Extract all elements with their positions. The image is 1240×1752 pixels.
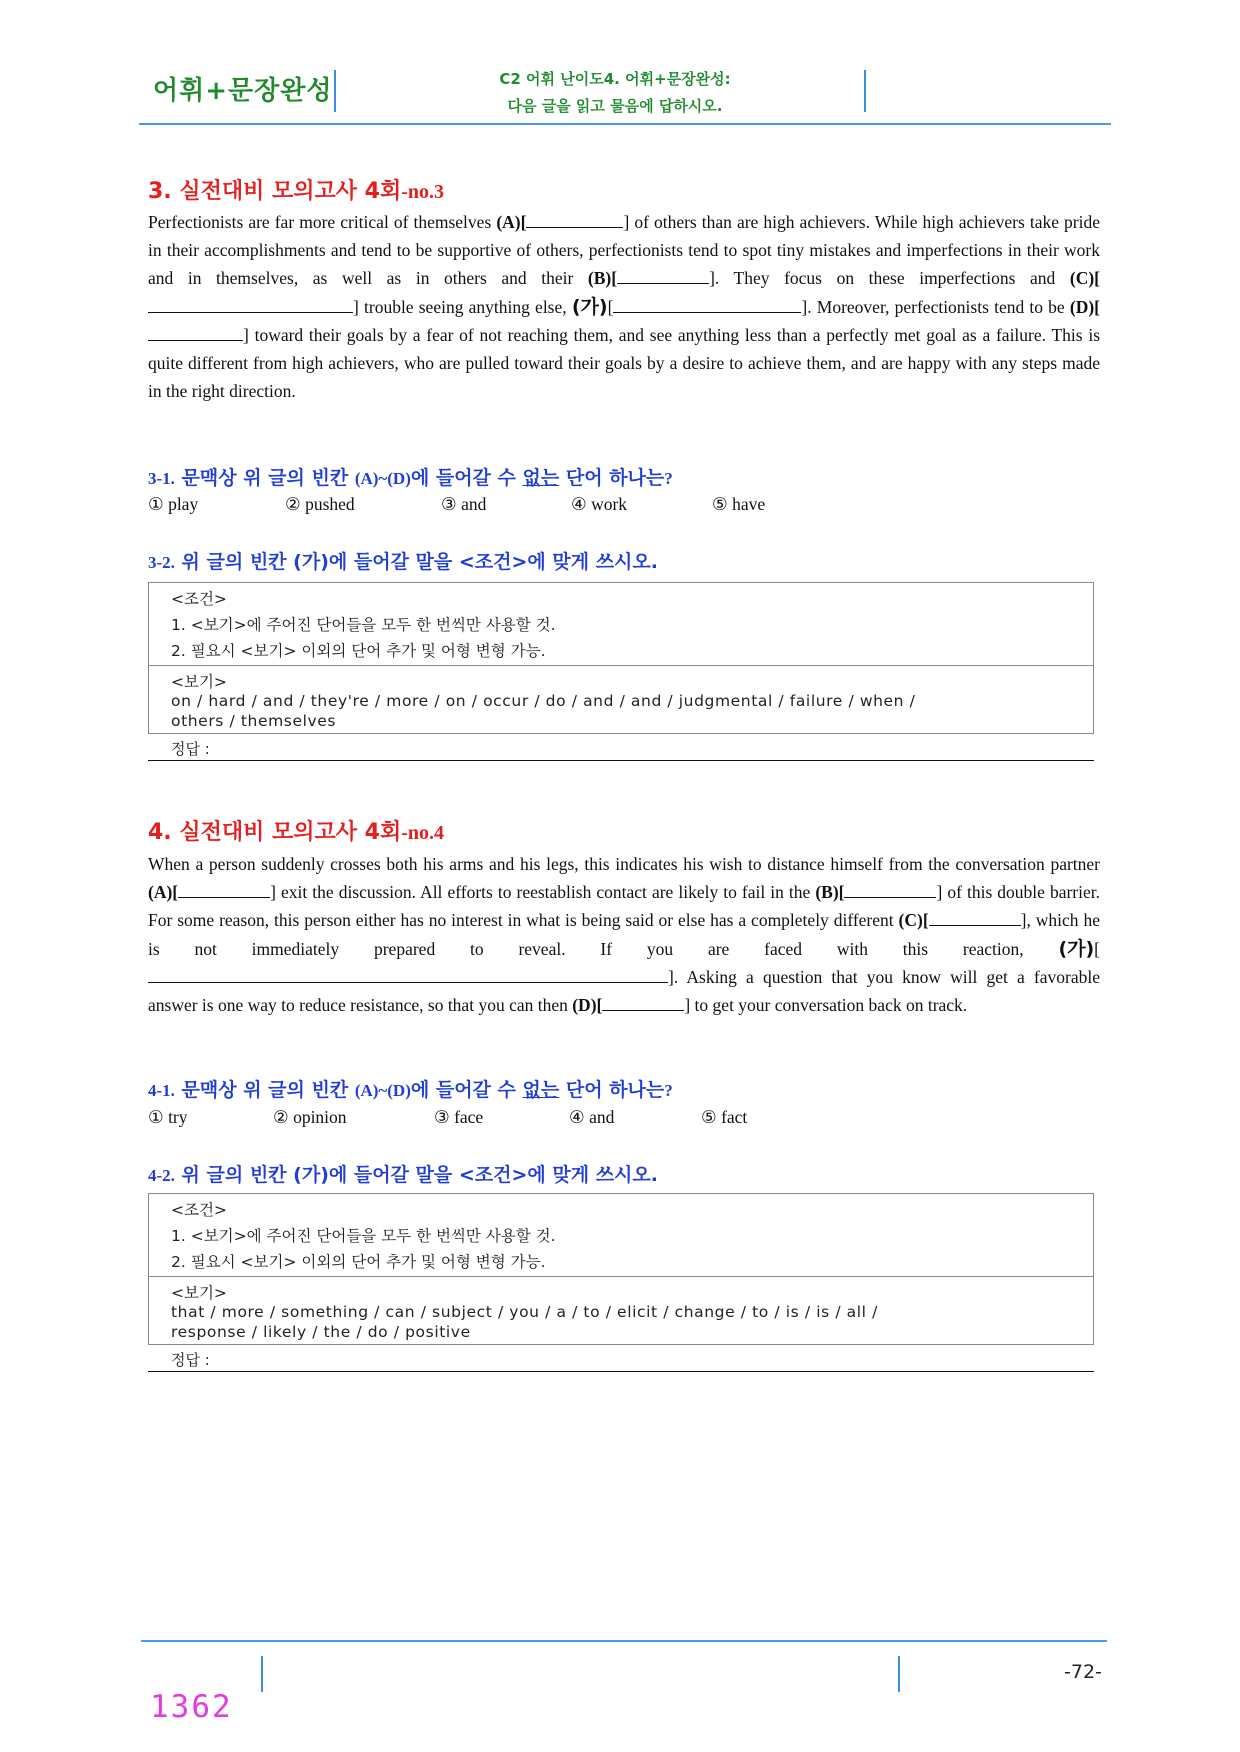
- blank-a-label: (A)[: [148, 882, 179, 903]
- question-4-2-title: 4-2. 위 글의 빈칸 (가)에 들어갈 말을 <조건>에 맞게 쓰시오.: [148, 1164, 658, 1186]
- condition-1: 1. <보기>에 주어진 단어들을 모두 한 번씩만 사용할 것.: [171, 616, 556, 634]
- choice-2[interactable]: ② opinion: [273, 1107, 347, 1127]
- question-4-1-choices: [148, 1107, 1048, 1131]
- section3-title: 3. 실전대비 모의고사 4회-no.3: [148, 179, 445, 204]
- answer-line-4[interactable]: [148, 1371, 1094, 1372]
- footer-divider-right: [898, 1656, 900, 1692]
- bogi-line1: on / hard / and / they're / more / on / occur / do / and / and / judgmental / failure / when /: [171, 692, 916, 710]
- answer-label-3: 정답 :: [171, 740, 210, 758]
- blank-d-label: (D)[: [572, 995, 603, 1016]
- choice-4[interactable]: ④ work: [571, 494, 628, 514]
- bogi-line1: that / more / something / can / subject / you / a / to / elicit / change / to / is / is / all /: [171, 1303, 878, 1321]
- answer-line-3[interactable]: [148, 760, 1094, 761]
- question-3-1-title: 3-1. 문맥상 위 글의 빈칸 (A)~(D)에 들어갈 수 없는 단어 하나는?: [148, 467, 673, 489]
- blank-c-label: (C)[: [1069, 268, 1100, 289]
- blank-b-label: (B)[: [587, 268, 618, 289]
- choice-1[interactable]: ① play: [148, 494, 199, 514]
- choice-5[interactable]: ⑤ fact: [701, 1107, 748, 1127]
- section4-title: 4. 실전대비 모의고사 4회-no.4: [148, 820, 445, 845]
- choice-1[interactable]: ① try: [148, 1107, 188, 1127]
- section4-passage: When a person suddenly crosses both his arms and his legs, this indicates his wish to distance himself from the conversation partner (A)[ ] exit the discussion. All efforts to reestablish contact are likely to fail in the (B)[ ] of this double barrier. For some reason, this person either has no interest in what is being said or else has a completely different (C)[ ], which he is not immediately prepared to reveal. If you are faced with this reaction, (가)[]. Asking a question that you know will get a favorable answer is one way to reduce resistance, so that you can then (D)[ ] to get your conversation back on track.: [148, 854, 1100, 1016]
- blank-a: [526, 212, 623, 228]
- section3-passage: Perfectionists are far more critical of themselves (A)[ ] of others than are high achievers. While high achievers take pride in their accomplishments and tend to be supportive of others, perfectionists tend to spot tiny mistakes and imperfections in their work and in themselves, as well as in others and their (B)[ ]. They focus on these imperfections and (C)[] trouble seeing anything else, (가)[ ]. Moreover, perfectionists tend to be (D)[] toward their goals by a fear of not reaching them, and see anything less than a perfectly met goal as a failure. This is quite different from high achievers, who are pulled toward their goals by a desire to achieve them, and are happy with any steps made in the right direction.: [148, 212, 1100, 402]
- condition-1: 1. <보기>에 주어진 단어들을 모두 한 번씩만 사용할 것.: [171, 1227, 556, 1245]
- choice-2[interactable]: ② pushed: [285, 494, 355, 514]
- bogi-title: <보기>: [171, 1284, 227, 1302]
- question-3-2-box: [148, 582, 1094, 734]
- header-divider-right: [864, 70, 866, 112]
- question-3-2-title: 3-2. 위 글의 빈칸 (가)에 들어갈 말을 <조건>에 맞게 쓰시오.: [148, 551, 658, 573]
- condition-title: <조건>: [171, 1201, 227, 1219]
- choice-5[interactable]: ⑤ have: [712, 494, 766, 514]
- footer-rule: [141, 1640, 1107, 1642]
- question-4-1-title: 4-1. 문맥상 위 글의 빈칸 (A)~(D)에 들어갈 수 없는 단어 하나는?: [148, 1079, 673, 1101]
- answer-label-4: 정답 :: [171, 1351, 210, 1369]
- question-3-1-choices: [148, 494, 1048, 518]
- condition-2: 2. 필요시 <보기> 이외의 단어 추가 및 어형 변형 가능.: [171, 1253, 546, 1271]
- header-subtitle: [470, 66, 760, 120]
- page-stamp: 1362: [150, 1689, 233, 1725]
- bogi-line2: response / likely / the / do / positive: [171, 1323, 471, 1341]
- condition-2: 2. 필요시 <보기> 이외의 단어 추가 및 어형 변형 가능.: [171, 642, 546, 660]
- blank-d: [148, 325, 243, 341]
- blank-a-label: (A)[: [496, 212, 527, 232]
- blank-b-label: (B)[: [815, 882, 845, 903]
- blank-ga: [613, 297, 801, 313]
- header-divider-left: [334, 70, 336, 112]
- blank-a: [178, 882, 270, 898]
- blank-b: [617, 268, 709, 284]
- blank-ga: [148, 967, 668, 983]
- condition-title: <조건>: [171, 590, 227, 608]
- page-number: -72-: [1064, 1661, 1102, 1683]
- blank-d-label: (D)[: [1069, 296, 1100, 317]
- blank-b: [844, 882, 936, 898]
- choice-3[interactable]: ③ face: [434, 1107, 484, 1127]
- bogi-title: <보기>: [171, 673, 227, 691]
- header-title: 어휘+문장완성: [153, 76, 333, 106]
- blank-c-label: (C)[: [898, 910, 929, 931]
- choice-4[interactable]: ④ and: [569, 1107, 615, 1127]
- blank-c: [148, 297, 353, 313]
- choice-3[interactable]: ③ and: [441, 494, 487, 514]
- header-rule: [139, 123, 1111, 125]
- blank-ga-label: (가): [571, 295, 608, 318]
- bogi-line2: others / themselves: [171, 712, 337, 730]
- footer-divider-left: [261, 1656, 263, 1692]
- header-subtitle-line2: 다음 글을 읽고 물음에 답하시오.: [507, 97, 723, 115]
- blank-c: [929, 910, 1021, 926]
- question-4-2-box: [148, 1193, 1094, 1345]
- blank-d: [602, 995, 684, 1011]
- blank-ga-label: (가): [1058, 937, 1095, 960]
- header-subtitle-line1: C2 어휘 난이도4. 어휘+문장완성:: [499, 70, 731, 88]
